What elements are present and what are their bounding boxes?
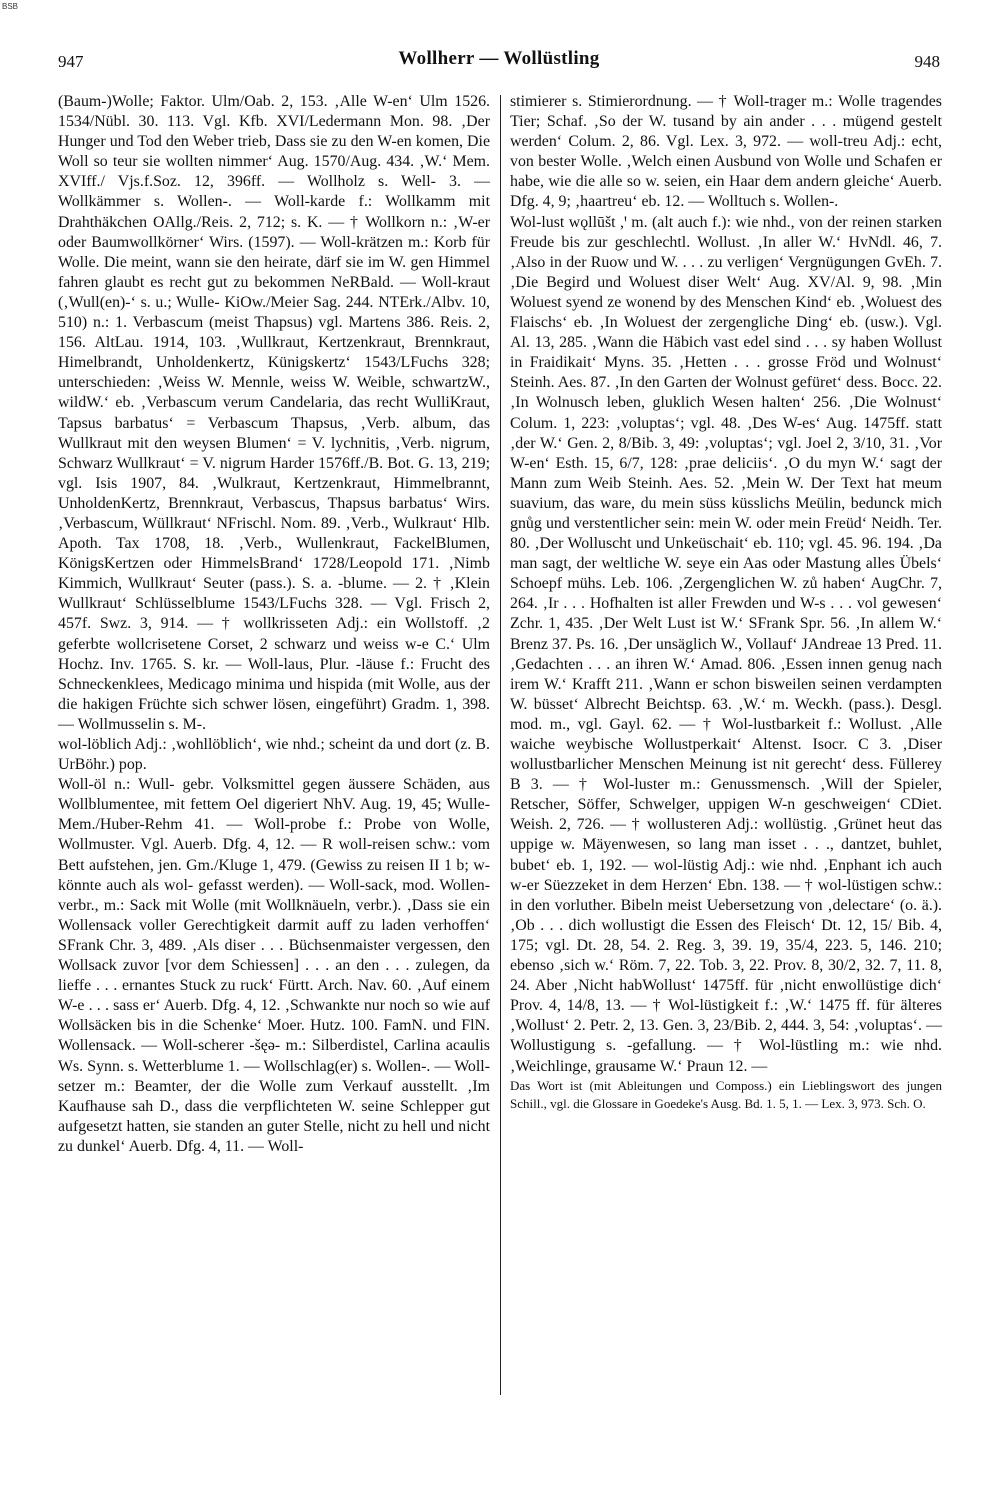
entry-note: Das Wort ist (mit Ableitungen und Composs.) ein Lieblingswort des jungen Schill., vgl. die Glossare in Goedeke's Ausg. Bd. 1. 5, 1. — Lex. 3, 973. Sch. O. bbox=[510, 1077, 942, 1111]
column-divider bbox=[500, 95, 501, 1395]
entry-paragraph: wol-löblich Adj.: ‚wohllöblich‘, wie nhd.; scheint da und dort (z. B. UrBöhr.) pop. bbox=[58, 736, 490, 774]
entry-paragraph: Wol-lust wǫllūšt ,ꞌ m. (alt auch f.): wie nhd., von der reinen starken Freude bis zur geschlechtl. Wollust. ‚In aller W.‘ HvNdl. 46, 7. ‚Also in der Ruow und W. . . . zu verligen‘ Vergnügungen GvEh. 7. ‚Die Begird und Woluest diser Welt‘ Aug. XV/Al. 9, 98. ‚Min Woluest syend ze wonend by des Menschen Kind‘ eb. ‚Woluest des Flaischs‘ eb. ‚In Woluest der zergengliche Ding‘ eb. (usw.). Vgl. Al. 13, 285. ‚Wann die Häbich vast edel sind . . . sy haben Wollust in Fraidikait‘ Myns. 35. ‚Hetten . . . grosse Fröd und Wolnust‘ Steinh. Aes. 87. ‚In den Garten der Wolnust gefüret‘ dess. Bocc. 22. ‚In Wolnusch leben, gluklich Wesen halten‘ 256. ‚Die Wolnust‘ Colum. 1, 223: ‚voluptas‘; vgl. 48. ‚Des W-es‘ Aug. 1475ff. statt ‚der W.‘ Gen. 2, 8/Bib. 3, 49: ‚voluptas‘; vgl. Joel 2, 3/10, 31. ‚Vor W-en‘ Esth. 15, 6/7, 128: ‚prae deliciis‘. ‚O du myn W.‘ sagt der Mann zum Weib Steinh. Aes. 52. ‚Mein W. Der Text hat meum suavium, das ware, du mein süss küsslichs Meülin, bedunck mich gnůg und verstentlicher sein: mein W. oder mein Freüd‘ Neidh. Ter. 80. ‚Der Wolluscht und Unkeüschait‘ eb. 110; vgl. 45. 96. 194. ‚Da man sagt, der weltliche W. seye ein Aas oder Mastung alles Übels‘ Schoepf mühs. Leb. 106. ‚Zergenglichen W. zů haben‘ AugChr. 7, 264. ‚Ir . . . Hofhalten ist aller Frewden und W-s . . . vol gewesen‘ Zchr. 1, 435. ‚Der Welt Lust ist W.‘ SFrank Spr. 56. ‚In allem W.‘ Brenz 37. Ps. 16. ‚Der unsäglich W., Vollauf‘ JAndreae 13 Pred. 11. ‚Gedachten . . . an ihren W.‘ Amad. 806. ‚Essen innen genug nach irem W.‘ Krafft 211. ‚Wann er schon bisweilen seinen verdampten W. büsset‘ Albrecht Beichtsp. 63. ‚W.‘ m. Weckh. (pass.). Desgl. mod. m., vgl. Gayl. 62. — † Wol-lustbarkeit f.: Wollust. ‚Alle waiche weybische Wollustperkait‘ Altenst. Isocr. C 3. ‚Diser wollustbarlicher Menschen Meinung ist nit gerecht‘ dess. Füllerey B 3. — † Wol-luster m.: Genussmensch. ‚Will der Spieler, Retscher, Söffer, Schwelger, uppigen W-n geschweigen‘ CDiet. Weish. 2, 726. — † wollusteren Adj.: wollüstig. ‚Grünet heut das uppige w. Mäyenwesen, so lang man isset . . ., dantzet, buhlet, bubet‘ eb. 1, 192. — wol-lüstig Adj.: wie nhd. ‚Enphant ich auch w-er Süezzeket in dem Herzen‘ Ebn. 138. — † wol-lüstigen schw.: in den vorluther. Bibeln meist Uebersetzung von ‚delectare‘ (o. ä.). ‚Ob . . . dich wollustigt die Essen des Fleisch‘ Dt. 12, 15/ Bib. 4, 175; vgl. Dt. 28, 54. 2. Reg. 3, 39. 19, 35/4, 223. 5, 146. 210; ebenso ‚sich w.‘ Röm. 7, 22. Tob. 3, 22. Prov. 8, 30/2, 32. 7, 11. 8, 24. Aber ‚Nicht habWollust‘ 1475ff. für ‚nicht enwollüstige dich‘ Prov. 4, 14/8, 13. — † Wol-lüstigkeit f.: ‚W.‘ 1475 ff. für älteres ‚Wollust‘ 2. Petr. 2, 13. Gen. 3, 23/Bib. 2, 444. 3, 54: ‚voluptas‘. — Wollustigung s. -gefallung. — † Wol-lüstling m.: wie nhd. ‚Weichlinge, grausame W.‘ Praun 12. — bbox=[510, 213, 942, 1075]
left-column bbox=[58, 92, 490, 1157]
entry-paragraph: (Baum-)Wolle; Faktor. Ulm/Oab. 2, 153. ‚Alle W-en‘ Ulm 1526. 1534/Nübl. 30. 113. Vgl. Kfb. XVI/Ledermann Mon. 98. ‚Der Hunger und Tod den Weber trieb, Dass sie zu den W-en komen, Die Woll so teur sie wollten nimmer‘ Aug. 1570/Aug. 434. ‚W.‘ Mem. XVIff./ Vjs.f.Soz. 12, 396ff. — Wollholz s. Well- 3. — Wollkämmer s. Wollen-. — Woll-karde f.: Wollkamm mit Drahthäkchen OAllg./Reis. 2, 712; s. K. — † Wollkorn n.: ‚W-er oder Baumwollkörner‘ Wirs. (1597). — Woll-krätzen m.: Korb für Wolle. Die meint, wann sie den heirate, därf sie im W. gen Himmel fahren glaubt es recht gut zu bekommen NeRBald. — Woll-kraut (‚Wull(en)-‘ s. u.; Wulle- KiOw./Meier Sag. 244. NTErk./Albv. 10, 510) n.: 1. Verbascum (meist Thapsus) vgl. Martens 386. Reis. 2, 156. AltLau. 1914, 103. ‚Wullkraut, Kertzenkraut, Brennkraut, Himelbrandt, Unholdenkertz, Künigskertz‘ 1543/LFuchs 328; unterschieden: ‚Weiss W. Mennle, weiss W. Weible, schwartzW., wildW.‘ eb. ‚Verbascum verum Candelaria, das recht WulliKraut, Tapsus barbatus‘ = Verbascum Thapsus, ‚Verb. album, das Wullkraut mit den weysen Blumen‘ = V. lychnitis, ‚Verb. nigrum, Schwarz Wullkraut‘ = V. nigrum Harder 1576ff./B. Bot. G. 13, 219; vgl. Isis 1907, 84. ‚Wulkraut, Kertzenkraut, Himmelbrannt, UnholdenKertz, Brennkraut, Verbascus, Thapsus barbatus‘ Wirs. ‚Verbascum, Wüllkraut‘ NFrischl. Nom. 89. ‚Verb., Wulkraut‘ Hlb. Apoth. Tax 1708, 18. ‚Verb., Wullenkraut, FackelBlumen, KönigsKertzen oder HimmelsBrand‘ 1728/Leopold 171. ‚Nimb Kimmich, Wullkraut‘ Seuter (pass.). S. a. -blume. — 2. † ‚Klein Wullkraut‘ Schlüsselblume 1543/LFuchs 328. — Vgl. Frisch 2, 457f. Swz. 3, 914. — † wollkrisseten Adj.: ein Wollstoff. ‚2 geferbte wollcrisetene Corset, 2 schwarz und weiss w-e C.‘ Ulm Hochz. Inv. 1765. S. kr. — Woll-laus, Plur. -läuse f.: Frucht des Schneckenklees, Medicago minima und hispida (mit Wolle, aus der die hakigen Früchte sich schwer lösen, eingeführt) Gradm. 1, 398. — Wollmusselin s. M-. bbox=[58, 93, 490, 733]
entry-paragraph: Woll-öl n.: Wull- gebr. Volksmittel gegen äussere Schäden, aus Wollblumentee, mit fettem Oel digeriert NhV. Aug. 19, 45; Wulle- Mem./Huber-Rehm 41. — Woll-probe f.: Probe von Wolle, Wollmuster. Vgl. Auerb. Dfg. 4, 12. — R woll-reisen schw.: vom Bett aufstehen, jen. Gm./Kluge 1, 479. (Gewiss zu reisen II 1 b; w- könnte auch als wol- gefasst werden). — Woll-sack, mod. Wollen- verbr., m.: Sack mit Wolle (mit Wollknäueln, verbr.). ‚Dass sie ein Wollensack voller Gerechtigkeit darmit auff zu laden verhoffen‘ SFrank Chr. 3, 489. ‚Als diser . . . Büchsenmaister vergessen, den Wollsack zuvor [vor dem Schiessen] . . . an den . . . zulegen, da lieffe . . . ernantes Stuck zu ruck‘ Fürtt. Arch. Nav. 60. ‚Auf einem W-e . . . sass er‘ Auerb. Dfg. 4, 12. ‚Schwankte nur noch so wie auf Wollsäcken bis in die Schenke‘ Moer. Hutz. 100. FamN. und FlN. Wollensack. — Woll-scherer -šęǝ- m.: Silberdistel, Carlina acaulis Ws. Synn. s. Wetterblume 1. — Wollschlag(er) s. Wollen-. — Woll-setzer m.: Beamter, der die Wolle zum Verkauf ausstellt. ‚Im Kaufhause sah D., dass die verpflichteten W. seine Schlepper gut aufgesetzt hatten, sie standen an guter Stelle, nicht zu hell und nicht zu dunkel‘ Auerb. Dfg. 4, 11. — Woll- bbox=[58, 776, 490, 1155]
page-title: Wollherr — Wollüstling bbox=[398, 48, 600, 69]
page-number-left: 947 bbox=[58, 52, 84, 71]
library-stamp: BSB bbox=[2, 2, 19, 11]
entry-paragraph: stimierer s. Stimierordnung. — † Woll-trager m.: Wolle tragendes Tier; Schaf. ‚So der W. tusand by ain ander . . . mügend gestelt werden‘ Colum. 2, 86. Vgl. Lex. 3, 972. — woll-treu Adj.: echt, von bester Wolle. ‚Welch einen Ausbund von Wolle und Schafen er habe, wie die alle so w. seien, ein Haar dem andern gleiche‘ Auerb. Dfg. 4, 9; ‚haartreu‘ eb. 12. — Wolltuch s. Wollen-. bbox=[510, 93, 942, 211]
page-number-right: 948 bbox=[914, 52, 940, 71]
right-column bbox=[510, 92, 942, 1113]
running-header bbox=[58, 48, 940, 78]
